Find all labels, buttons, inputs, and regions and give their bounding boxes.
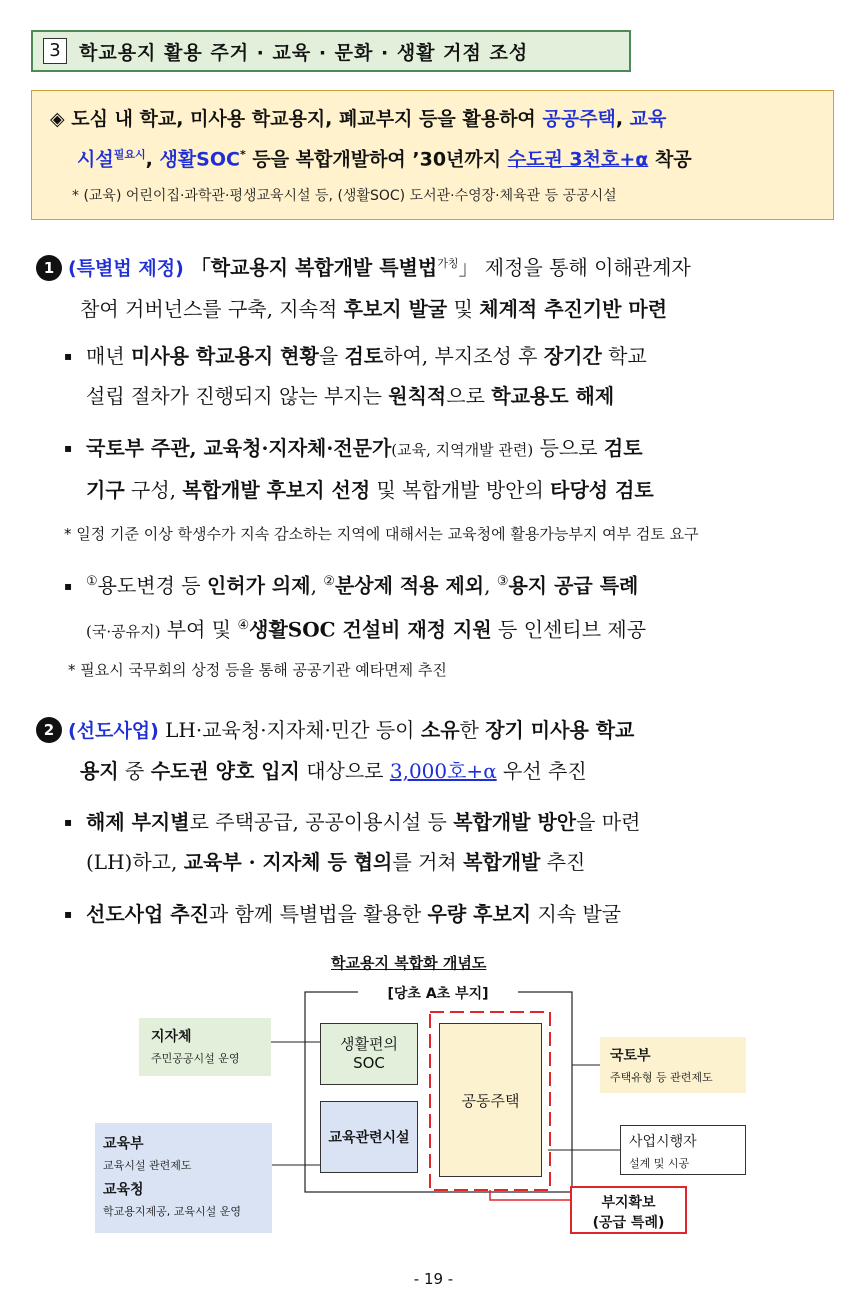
- diagram-title: 학교용지 복합화 개념도: [331, 954, 487, 972]
- housing-box: 공동주택: [439, 1023, 542, 1177]
- item-1: 1 (특별법 제정) 「학교용지 복합개발 특별법$^{가칭}$」 제정을 통해 이해관계자 참여 거버넌스를 구축, 지속적 후보지 발굴 및 체계적 추진기반 마련: [36, 244, 836, 329]
- number-1-icon: 1: [36, 255, 62, 281]
- bullet-2: ▪ 국토부 주관, 교육청·지자체·전문가(교육, 지역개발 관련) 등으로 검토 기구 구성, 복합개발 후보지 선정 및 복합개발 방안의 타당성 검토: [64, 428, 839, 510]
- note-2: * 필요시 국무회의 상정 등을 통해 공공기관 예타면제 추진: [68, 661, 447, 679]
- moe-box: 교육부 교육시설 관련제도 교육청 학교용지제공, 교육시설 운영: [95, 1123, 272, 1233]
- summary-line-2: 시설$^{필요시}$, 생활SOC* 등을 복합개발하여 ’30년까지 수도권 3천호+α 착공: [77, 148, 692, 171]
- number-2-icon: 2: [36, 717, 62, 743]
- section-header: [31, 30, 631, 72]
- bullet-4: ▪ 해제 부지별로 주택공급, 공공이용시설 등 복합개발 방안을 마련 (LH)하고, 교육부 · 지자체 등 협의를 거쳐 복합개발 추진: [64, 802, 839, 882]
- square-bullet-icon: ▪: [64, 907, 73, 921]
- secure-box: 부지확보 (공급 특례): [570, 1186, 687, 1234]
- molit-box: 국토부 주택유형 등 관련제도: [600, 1037, 746, 1093]
- site-label: [당초 A초 부지]: [358, 983, 518, 1003]
- edu-facility-box: 교육관련시설: [320, 1101, 418, 1173]
- bullet-3: ▪ ①용도변경 등 인허가 의제, ②분상제 적용 제외, ③용지 공급 특례 (국·공유지) 부여 및 ④생활SOC 건설비 재정 지원 등 인센티브 제공: [64, 562, 839, 651]
- bullet-5: ▪ 선도사업 추진과 함께 특별법을 활용한 우량 후보지 지속 발굴: [64, 894, 839, 934]
- item-2: 2 (선도사업) LH·교육청·지자체·민간 등이 소유한 장기 미사용 학교 용지 중 수도권 양호 입지 대상으로 3,000호+α 우선 추진: [36, 710, 836, 791]
- square-bullet-icon: ▪: [64, 578, 73, 593]
- section-title: 학교용지 활용 주거 · 교육 · 문화 · 생활 거점 조성: [79, 41, 529, 64]
- square-bullet-icon: ▪: [64, 349, 73, 363]
- square-bullet-icon: ▪: [64, 441, 73, 455]
- operator-box: 사업시행자 설계 및 시공: [620, 1125, 746, 1175]
- line-secure: [490, 1190, 570, 1200]
- note-1: * 일정 기준 이상 학생수가 지속 감소하는 지역에 대해서는 교육청에 활용가능부지 여부 검토 요구: [64, 525, 699, 543]
- diamond-bullet-icon: ◈: [50, 108, 65, 130]
- summary-box: [31, 90, 834, 220]
- summary-note: * (교육) 어린이집·과학관·평생교육시설 등, (생활SOC) 도서관·수영장·체육관 등 공공시설: [72, 188, 617, 205]
- jijache-box: 지자체 주민공공시설 운영: [139, 1018, 271, 1076]
- section-number: 3: [43, 38, 67, 64]
- bullet-1: ▪ 매년 미사용 학교용지 현황을 검토하여, 부지조성 후 장기간 학교 설립 절차가 진행되지 않는 부지는 원칙적으로 학교용도 해제: [64, 336, 839, 416]
- square-bullet-icon: ▪: [64, 815, 73, 829]
- summary-line-1: ◈ 도심 내 학교, 미사용 학교용지, 폐교부지 등을 활용하여 공공주택, 교육: [50, 108, 667, 130]
- soc-box: 생활편의 SOC: [320, 1023, 418, 1085]
- page-number: - 19 -: [413, 1270, 454, 1288]
